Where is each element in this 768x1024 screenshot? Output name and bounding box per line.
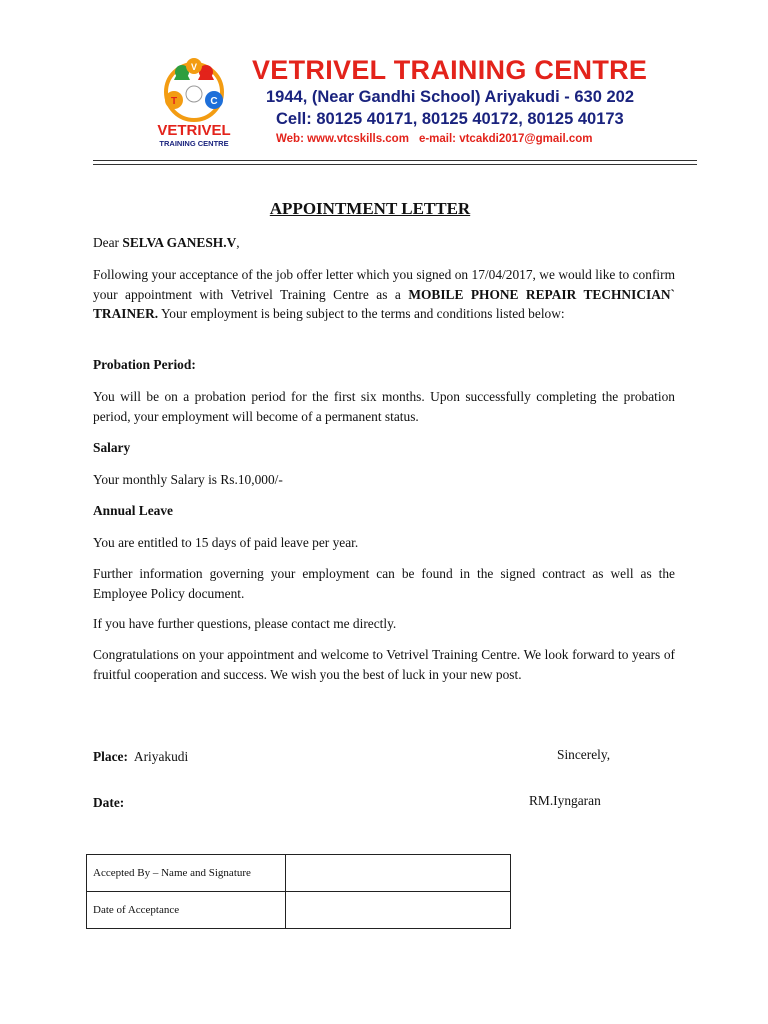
- probation-text: You will be on a probation period for the first six months. Upon successfully completing the probation period, your employment will become of a permanent status.: [93, 389, 675, 424]
- intro-paragraph: [93, 265, 675, 324]
- salary-heading: Salary: [93, 440, 131, 455]
- logo-letter-v: V: [190, 62, 198, 72]
- leave-heading: Annual Leave: [93, 503, 173, 518]
- recipient-name: SELVA GANESH.V: [122, 235, 237, 250]
- probation-heading: Probation Period:: [93, 357, 196, 372]
- leave-text: You are entitled to 15 days of paid leave per year.: [93, 535, 359, 550]
- letter-title: APPOINTMENT LETTER: [269, 199, 471, 218]
- job-role: MOBILE PHONE REPAIR TECHNICIAN` TRAINER.: [93, 286, 675, 321]
- acceptance-date-field[interactable]: [286, 892, 511, 929]
- signatory-name: RM.Iyngaran: [529, 793, 601, 808]
- email-link[interactable]: e-mail: vtcakdi2017@gmail.com: [418, 133, 593, 145]
- table-row: [87, 892, 511, 929]
- accepted-by-field[interactable]: [286, 855, 511, 892]
- header-divider-thin: [93, 164, 697, 165]
- logo-brand-text: VETRIVEL: [157, 122, 231, 139]
- salutation-end: ,: [236, 235, 240, 250]
- place-value: Ariyakudi: [127, 749, 189, 764]
- questions-text: If you have further questions, please contact me directly.: [93, 616, 397, 631]
- institute-name: VETRIVEL TRAINING CENTRE: [252, 55, 648, 85]
- salary-text: Your monthly Salary is Rs.10,000/-: [93, 472, 283, 487]
- header-divider: [93, 160, 697, 161]
- salutation: [93, 233, 675, 253]
- congratulations-text: Congratulations on your appointment and welcome to Vetrivel Training Centre. We look forward to years of fruitful cooperation and success. We wish you the best of luck in your new post.: [93, 647, 675, 682]
- institute-phone: Cell: 80125 40171, 80125 40172, 80125 40173: [276, 110, 624, 128]
- closing-sincerely: Sincerely,: [557, 747, 611, 762]
- place-label: Place:: [93, 749, 128, 764]
- acceptance-table: [86, 854, 511, 929]
- accepted-by-label: Accepted By – Name and Signature: [87, 855, 286, 892]
- logo-sub-text: TRAINING CENTRE: [159, 139, 229, 148]
- intro-text: Following your acceptance of the job offer letter which you signed on 17/04/2017, we would like to confirm your appointment with Vetrivel Training Centre as a: [93, 267, 675, 302]
- further-info-text: Further information governing your employment can be found in the signed contract as well as the Employee Policy document.: [93, 566, 675, 601]
- date-label: Date:: [93, 795, 125, 810]
- intro-text-cont: Your employment is being subject to the terms and conditions listed below:: [158, 306, 565, 321]
- website-link[interactable]: Web: www.vtcskills.com: [276, 133, 409, 145]
- institute-contact: [276, 133, 593, 145]
- vtc-logo-icon: [144, 52, 244, 152]
- table-row: [87, 855, 511, 892]
- acceptance-date-label: Date of Acceptance: [87, 892, 286, 929]
- logo-letter-c: C: [210, 96, 218, 107]
- salutation-prefix: Dear: [93, 235, 123, 250]
- institute-address: 1944, (Near Gandhi School) Ariyakudi - 630 202: [266, 88, 635, 106]
- place-line: [93, 747, 393, 767]
- logo-letter-t: T: [170, 96, 178, 107]
